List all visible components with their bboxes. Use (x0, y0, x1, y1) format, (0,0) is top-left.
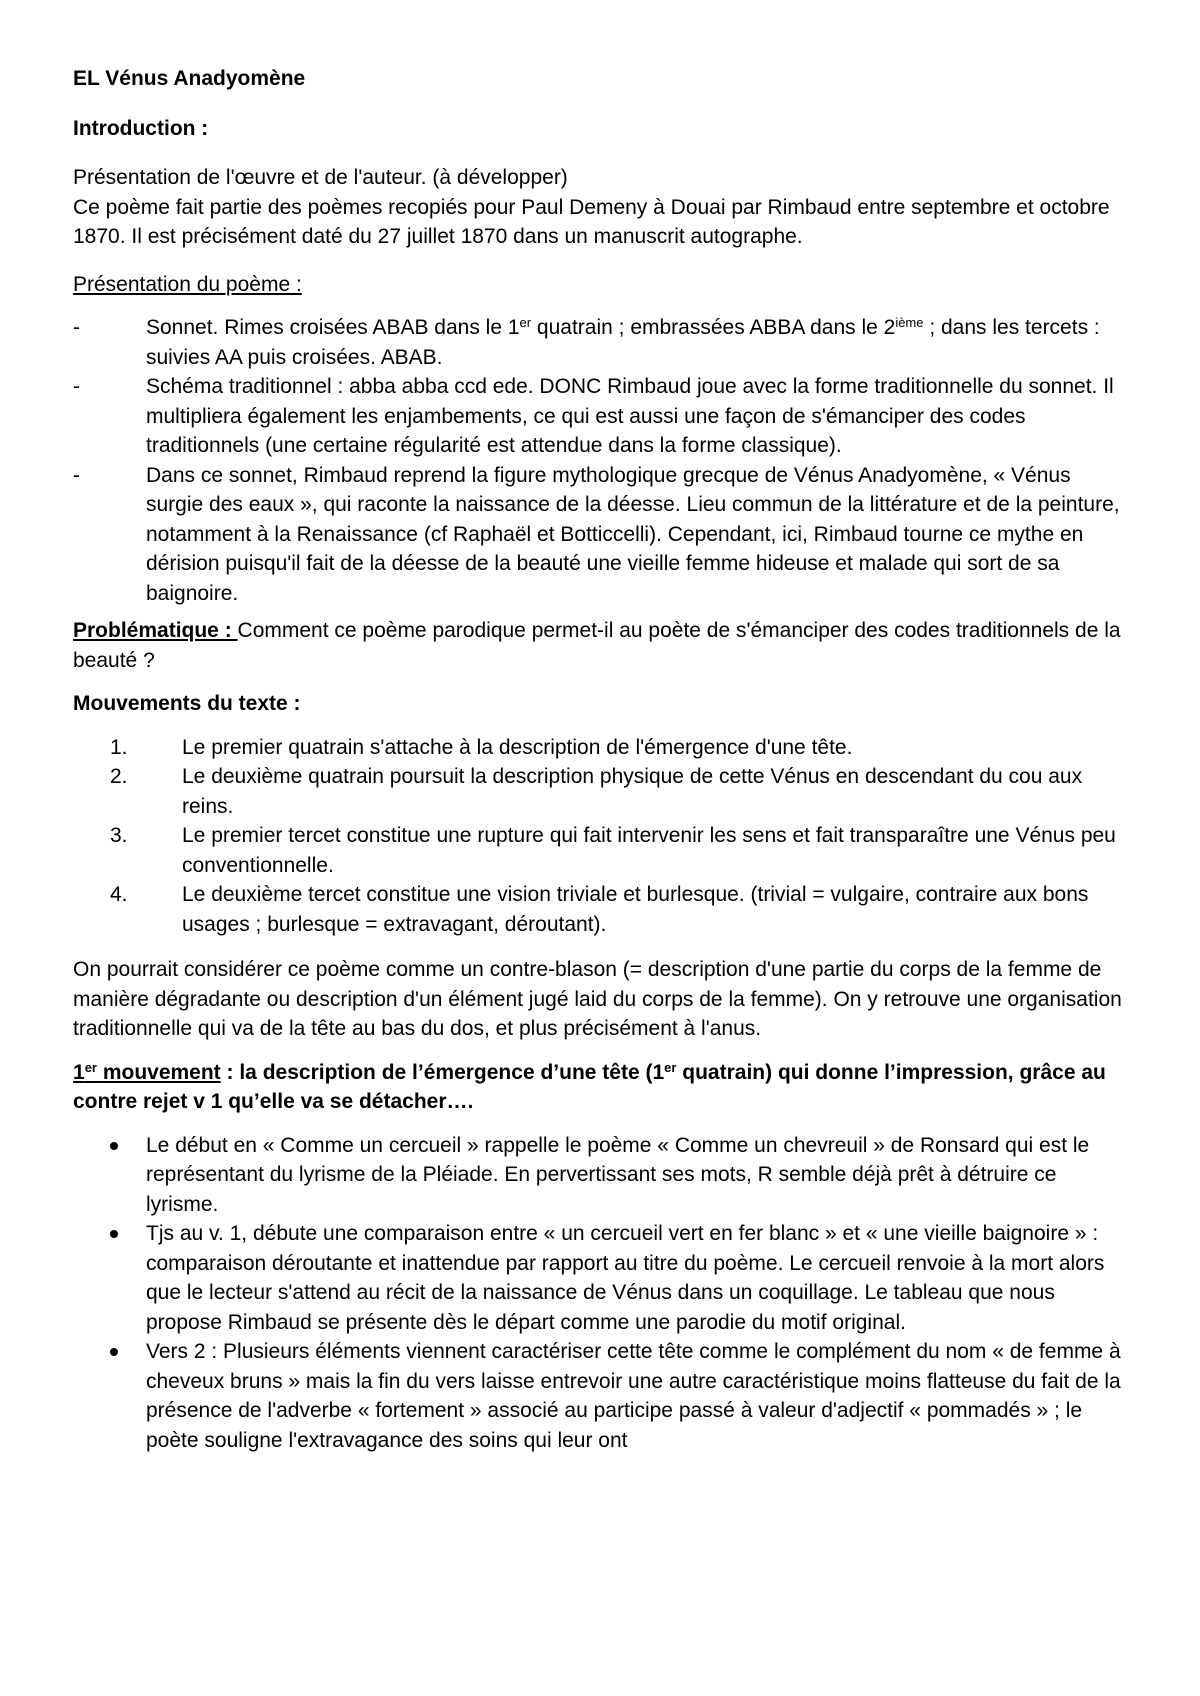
bullet-icon (110, 1348, 118, 1356)
contre-blason-paragraph: On pourrait considérer ce poème comme un contre-blason (= description d'une partie du corps de la femme de manière dégradante ou description d'un élément jugé laid du corps de la femme). On y retrouve une organisation traditionnelle qui va de la tête au bas du dos, et plus précisément à l'anus. (73, 958, 1122, 1040)
dash-marker: - (73, 463, 80, 487)
list-item (73, 762, 1130, 821)
poem-presentation-list (73, 313, 1130, 608)
intro-line: Présentation de l'œuvre et de l'auteur. (à développer) (73, 166, 568, 189)
list-item-text: quatrain ; embrassées ABBA dans le 2 (531, 316, 896, 339)
problematique-label: Problématique : (73, 619, 238, 642)
list-item-text: Le premier tercet constitue une rupture qui fait intervenir les sens et fait transparaître une Vénus peu conventionnelle. (182, 824, 1116, 877)
list-item-text: Le début en « Comme un cercueil » rappelle le poème « Comme un chevreuil » de Ronsard qui est le représentant du lyrisme de la Pléiade. En pervertissant ses mots, R semble déjà prêt à détruire ce lyrisme. (146, 1133, 1090, 1216)
movements-list (73, 733, 1130, 940)
document-title: EL Vénus Anadyomène (73, 67, 306, 90)
label-text: mouvement (96, 1060, 221, 1084)
list-item (73, 461, 1130, 609)
first-movement-label (73, 1061, 221, 1084)
superscript: er (519, 315, 532, 330)
list-item-text: Le deuxième tercet constitue une vision triviale et burlesque. (trivial = vulgaire, contraire aux bons usages ; burlesque = extravagant, déroutant). (182, 883, 1089, 936)
list-number: 2. (110, 765, 128, 788)
first-movement-heading (73, 1058, 1130, 1117)
first-movement-bullets (73, 1131, 1130, 1456)
label-number: 1 (73, 1060, 85, 1084)
list-item (73, 1219, 1130, 1337)
superscript: er (84, 1059, 97, 1075)
list-item (73, 313, 1130, 372)
bullet-icon (110, 1230, 118, 1238)
list-item (73, 880, 1130, 939)
list-item (73, 1131, 1130, 1220)
problematique-text: Comment ce poème parodique permet-il au poète de s'émanciper des codes traditionnels de la beauté ? (73, 619, 1121, 672)
list-item-text: Sonnet. Rimes croisées ABAB dans le 1 (146, 316, 520, 339)
list-item-text: Tjs au v. 1, débute une comparaison entre « un cercueil vert en fer blanc » et « une vieille baignoire » : comparaison déroutante et inattendue par rapport au titre du poème. Le cercueil renvoie à la mort alors que le lecteur s'attend au récit de la naissance de Vénus dans un coquillage. Le tableau que nous propose Rimbaud se présente dès le départ comme une parodie du motif original. (146, 1222, 1105, 1334)
list-item-text: Schéma traditionnel : abba abba ccd ede. DONC Rimbaud joue avec la forme traditionnelle du sonnet. Il multipliera également les enjambements, ce qui est aussi une façon de s'émanciper des codes traditionnels (une certaine régularité est attendue dans la forme classique). (146, 375, 1114, 457)
introduction-heading: Introduction : (73, 116, 209, 140)
list-item-text: Le premier quatrain s'attache à la description de l'émergence d'une tête. (182, 735, 853, 759)
list-item-text: Vers 2 : Plusieurs éléments viennent caractériser cette tête comme le complément du nom « de femme à cheveux bruns » mais la fin du vers laisse entrevoir une autre caractéristique moins flatteuse du fait de la présence de l'adverbe « fortement » associé au participe passé à valeur d'adjectif « pommadés » ; le poète souligne l'extravagance des soins qui leur ont (146, 1340, 1121, 1452)
superscript: ième (895, 315, 924, 330)
list-item (73, 372, 1130, 461)
list-item (73, 733, 1130, 763)
list-item (73, 1337, 1130, 1455)
bullet-icon (110, 1142, 118, 1150)
movements-heading: Mouvements du texte : (73, 692, 301, 715)
problematique (73, 616, 1130, 675)
heading-text: : la description de l’émergence d’une tête (1 (220, 1060, 665, 1084)
list-item (73, 821, 1130, 880)
intro-paragraph: Ce poème fait partie des poèmes recopiés pour Paul Demeny à Douai par Rimbaud entre septembre et octobre 1870. Il est précisément daté du 27 juillet 1870 dans un manuscrit autographe. (73, 195, 1110, 248)
superscript: er (664, 1059, 677, 1075)
list-item-text: ; dans les tercets : suivies AA puis croisées. ABAB. (146, 316, 1100, 369)
list-item-text: Le deuxième quatrain poursuit la description physique de cette Vénus en descendant du cou aux reins. (182, 765, 1083, 818)
list-item-text: Dans ce sonnet, Rimbaud reprend la figure mythologique grecque de Vénus Anadyomène, « Vénus surgie des eaux », qui raconte la naissance de la déesse. Lieu commun de la littérature et de la peinture, notamment à la Renaissance (cf Raphaël et Botticcelli). Cependant, ici, Rimbaud tourne ce mythe en dérision puisqu'il fait de la déesse de la beauté une vieille femme hideuse et malade qui sort de sa baignoire. (146, 463, 1120, 605)
dash-marker: - (73, 375, 80, 398)
dash-marker: - (73, 316, 80, 339)
introduction-section (73, 163, 1130, 252)
list-number: 3. (110, 824, 128, 847)
list-number: 1. (110, 735, 128, 759)
list-number: 4. (110, 883, 128, 906)
heading-text: quatrain) qui donne l’impression, grâce au contre rejet v 1 qu’elle va se détacher…. (73, 1060, 1106, 1113)
poem-presentation-heading: Présentation du poème : (73, 272, 302, 296)
